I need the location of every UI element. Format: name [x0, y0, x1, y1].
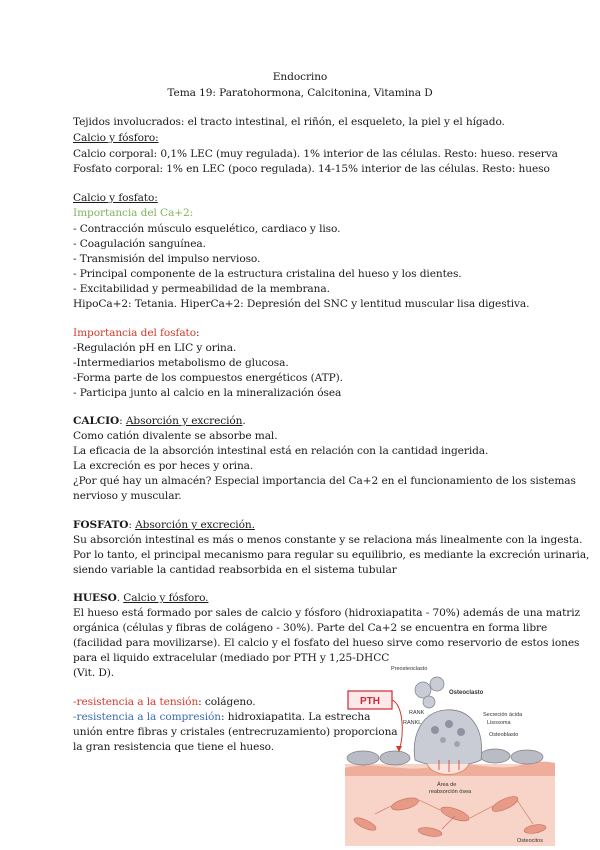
- calcium-importance-item: - Transmisión del impulso nervioso.: [73, 253, 261, 265]
- fosfato-label: FOSFATO: [73, 519, 129, 531]
- pth-arrow: [392, 700, 402, 750]
- calcio-line: La eficacia de la absorción intestinal está en relación con la cantidad ingerida.: [73, 445, 489, 457]
- pth-label: PTH: [360, 696, 380, 707]
- fosfato-line: siendo variable la cantidad reabsorbida en el sistema tubular: [73, 564, 397, 576]
- hueso-line: orgánica (células y fibras de colágeno - 30%). Parte del Ca+2 se encuentra en forma libre: [73, 622, 548, 634]
- phosphate-importance-title: [73, 326, 199, 340]
- calcium-phosphate-heading: Calcio y fosfato:: [73, 192, 158, 204]
- fosfato-line: Por lo tanto, el principal mecanismo para regular su equilibrio, es mediante la excreción urinaria,: [73, 549, 590, 561]
- label-rank: RANK: [409, 710, 425, 716]
- label-rankl: RANKL: [403, 720, 422, 726]
- document-topic: Tema 19: Paratohormona, Calcitonina, Vitamina D: [167, 87, 433, 99]
- hueso-line: para el liquido extracelular (mediado por PTH y 1,25-DHCC: [73, 652, 390, 664]
- hueso-label: HUESO: [73, 592, 117, 604]
- tension-resistance-value: : colágeno.: [198, 696, 256, 708]
- osteoclast-cell: [414, 710, 481, 766]
- calcium-phosphorus-heading: Calcio y fósforo:: [73, 132, 159, 144]
- calcio-line: nervioso y muscular.: [73, 490, 182, 502]
- compression-resistance-line: [73, 710, 370, 724]
- calcium-importance-item: - Coagulación sanguínea.: [73, 238, 206, 250]
- bone-remodeling-diagram: [345, 664, 555, 846]
- phosphate-importance-label: Importancia del fosfato: [73, 327, 196, 339]
- preosteoclasts: [415, 677, 444, 708]
- phosphate-importance-item: -Intermediarios metabolismo de glucosa.: [73, 357, 289, 369]
- hueso-sep: .: [116, 592, 124, 604]
- label-lisosoma: Lisosoma: [487, 720, 511, 726]
- label-osteoclasto: Osteoclasto: [449, 690, 484, 696]
- calcio-label: CALCIO: [73, 415, 120, 427]
- hueso-line: El hueso está formado por sales de calcio y fósforo (hidroxiapatita - 70%) además de una matriz: [73, 607, 580, 619]
- tissues-line: Tejidos involucrados: el tracto intestinal, el riñón, el esqueleto, la piel y el hígado.: [73, 116, 505, 128]
- calcium-body-line: Calcio corporal: 0,1% LEC (muy regulada). 1% interior de las células. Resto: hueso. reserva: [73, 148, 558, 160]
- phosphate-importance-item: -Regulación pH en LIC y orina.: [73, 342, 237, 354]
- calcio-heading-period: .: [242, 415, 246, 427]
- calcium-disorders-summary: HipoCa+2: Tetania. HiperCa+2: Depresión del SNC y lentitud muscular lisa digestiva.: [73, 298, 530, 310]
- calcium-importance-item: - Contracción músculo esquelético, cardiaco y liso.: [73, 223, 341, 235]
- phosphate-importance-colon: :: [195, 327, 200, 339]
- calcio-line: La excreción es por heces y orina.: [73, 460, 254, 472]
- hueso-line: (Vit. D).: [73, 667, 115, 679]
- compression-line: unión entre fibras y cristales (entrecruzamiento) proporciona: [73, 726, 398, 738]
- bone-matrix: [345, 764, 555, 846]
- tension-resistance-line: [73, 695, 255, 709]
- tension-resistance-label: resistencia a la tensión: [76, 696, 199, 708]
- label-area-2: reabsorción ósea: [429, 789, 472, 795]
- calcium-importance-item: - Excitabilidad y permeabilidad de la membrana.: [73, 283, 330, 295]
- label-area: Área de: [437, 782, 457, 788]
- fosfato-line: Su absorción intestinal es más o menos constante y se relaciona más linealmente con la ingesta.: [73, 534, 583, 546]
- label-osteocitos: Osteocitos: [517, 838, 543, 844]
- compression-line: la gran resistencia que tiene el hueso.: [73, 741, 275, 753]
- phosphate-body-line: Fosfato corporal: 1% en LEC (poco regulada). 14-15% interior de las células. Resto: hueso: [73, 163, 550, 175]
- document-subject: Endocrino: [272, 71, 328, 83]
- label-enzimas: Secreción ácida: [483, 712, 523, 718]
- compression-prefix: -: [73, 711, 77, 723]
- calcium-importance-item: - Principal componente de la estructura cristalina del hueso y los dientes.: [73, 268, 462, 280]
- tension-prefix: -: [73, 696, 77, 708]
- bone-remodeling-figure: [345, 664, 555, 846]
- phosphate-importance-item: - Participa junto al calcio en la mineralización ósea: [73, 387, 342, 399]
- label-osteoblasto: Osteoblasto: [489, 732, 519, 738]
- calcium-importance-title: Importancia del Ca+2:: [73, 207, 194, 219]
- fosfato-sep: :: [128, 519, 136, 531]
- fosfato-absorption-heading: Absorción y excreción.: [135, 519, 255, 531]
- fosfato-heading: [73, 518, 255, 532]
- calcio-line: Como catión divalente se absorbe mal.: [73, 430, 278, 442]
- calcio-heading: [73, 414, 246, 428]
- hueso-heading: [73, 591, 208, 605]
- label-preosteoclasto: Preosteoclasto: [391, 666, 428, 672]
- calcio-absorption-heading: Absorción y excreción: [125, 415, 243, 427]
- compression-resistance-value: : hidroxiapatita. La estrecha: [221, 711, 371, 723]
- phosphate-importance-item: -Forma parte de los compuestos energéticos (ATP).: [73, 372, 343, 384]
- calcio-line: ¿Por qué hay un almacén? Especial importancia del Ca+2 en el funcionamiento de los sistemas: [73, 475, 576, 487]
- hueso-line: (facilidad para movilizarse). El calcio y el fosfato del hueso sirve como reservorio de estos iones: [73, 637, 580, 649]
- compression-resistance-label: resistencia a la compresión: [76, 711, 221, 723]
- hueso-ca-p-heading: Calcio y fósforo.: [123, 592, 209, 604]
- calcio-sep: :: [119, 415, 126, 427]
